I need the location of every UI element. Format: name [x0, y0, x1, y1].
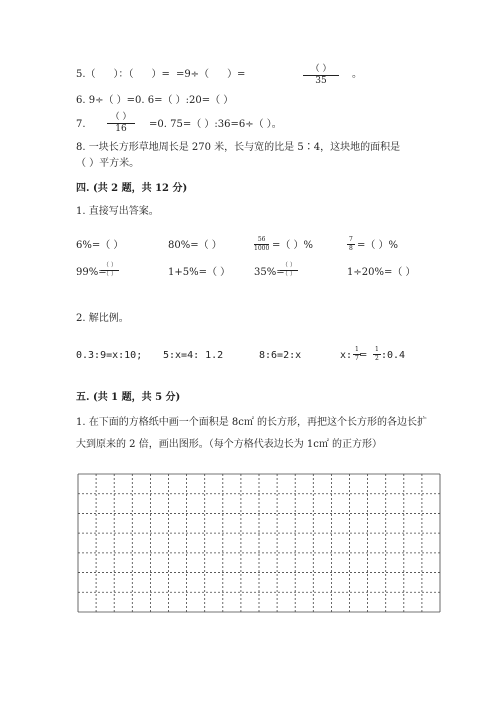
r2-a-fraction: [101, 263, 119, 278]
r2-c-fraction: [280, 263, 298, 278]
r1-a: 6%=（ ）: [76, 240, 124, 251]
section5-line1: 1. 在下面的方格纸中画一个面积是 8c㎡ 的长方形，再把这个长方形的各边长扩: [76, 417, 428, 428]
r1-b: 80%=（ ）: [168, 240, 222, 251]
q5-part-3: ）=: [151, 69, 170, 80]
r1-d-den: 8: [349, 245, 353, 252]
r2-a-num: （ ）: [103, 262, 117, 269]
r1-d-num: 7: [349, 236, 353, 243]
r2-c-den: （ ）: [282, 271, 296, 278]
r3-d1-den: 7: [355, 355, 359, 362]
r3-d2-den: 2: [375, 355, 379, 362]
r2-c-pre: 35%=: [254, 267, 285, 278]
r1-c-den: 1000: [254, 245, 270, 252]
q7-fraction: [107, 113, 135, 134]
r3-b: 5:x=4: 1.2: [163, 350, 224, 361]
r2-c-num: （ ）: [282, 262, 296, 269]
r3-d-mid: =: [359, 350, 368, 361]
q5-line: [76, 70, 245, 80]
r1-d-fraction: [347, 237, 355, 252]
q6-line: 6. 9÷（ ）=0. 6=（ ）:20=（ ）: [76, 95, 234, 106]
r2-d: 1÷20%=（ ）: [347, 267, 416, 278]
section5-line2: 大到原来的 2 倍，画出图形。（每个方格代表边长为 1c㎡ 的正方形）: [76, 439, 383, 450]
q5-frac-num: （ ）: [310, 64, 332, 74]
square-grid-paper[interactable]: [77, 473, 441, 613]
r3-d2-num: 1: [375, 346, 379, 353]
q5-frac-den: 35: [315, 76, 327, 86]
r3-a: 0.3:9=x:10;: [76, 350, 143, 361]
section4-title: 四. (共 2 题，共 12 分): [76, 183, 188, 194]
r3-c: 8:6=2:x: [259, 350, 302, 361]
q5-part-4: =9÷（: [175, 69, 210, 80]
r2-a-den: （ ）: [103, 271, 117, 278]
r2-a-pre: 99%=: [76, 267, 107, 278]
q5-part-2: ）：（: [113, 69, 134, 80]
section5-title: 五. (共 1 题，共 5 分): [76, 392, 181, 403]
q7-frac-den: 16: [115, 124, 127, 134]
q8-line1: 8. 一块长方形草地周长是 270 米，长与宽的比是 5∶4，这块地的面积是: [76, 142, 401, 153]
q5-part-1: 5.（: [76, 69, 96, 80]
r3-d2-fraction: [373, 347, 381, 362]
section4-q2-title: 2. 解比例。: [76, 313, 129, 324]
r1-c-num: 56: [257, 236, 266, 243]
r3-d-end: :0.4: [381, 350, 406, 361]
q7-frac-num: （ ）: [110, 112, 132, 122]
q5-end: 。: [352, 69, 362, 80]
r2-b: 1+5%=（ ）: [168, 267, 231, 278]
q7-rest: =0. 75=（ ）:36=6÷（ ）。: [149, 119, 282, 130]
q5-part-5: ）=: [227, 69, 246, 80]
r1-d-rest: =（ ）%: [357, 240, 399, 251]
r1-c-fraction: [254, 237, 269, 252]
q8-line2: （ ）平方米。: [76, 158, 140, 169]
q7-label: 7.: [76, 119, 86, 130]
r3-d1-num: 1: [355, 346, 359, 353]
section4-q1-title: 1. 直接写出答案。: [76, 206, 159, 217]
r3-d-pre: x:: [340, 350, 353, 361]
q5-fraction: [303, 65, 339, 86]
r1-c-rest: =（ ）%: [272, 240, 314, 251]
